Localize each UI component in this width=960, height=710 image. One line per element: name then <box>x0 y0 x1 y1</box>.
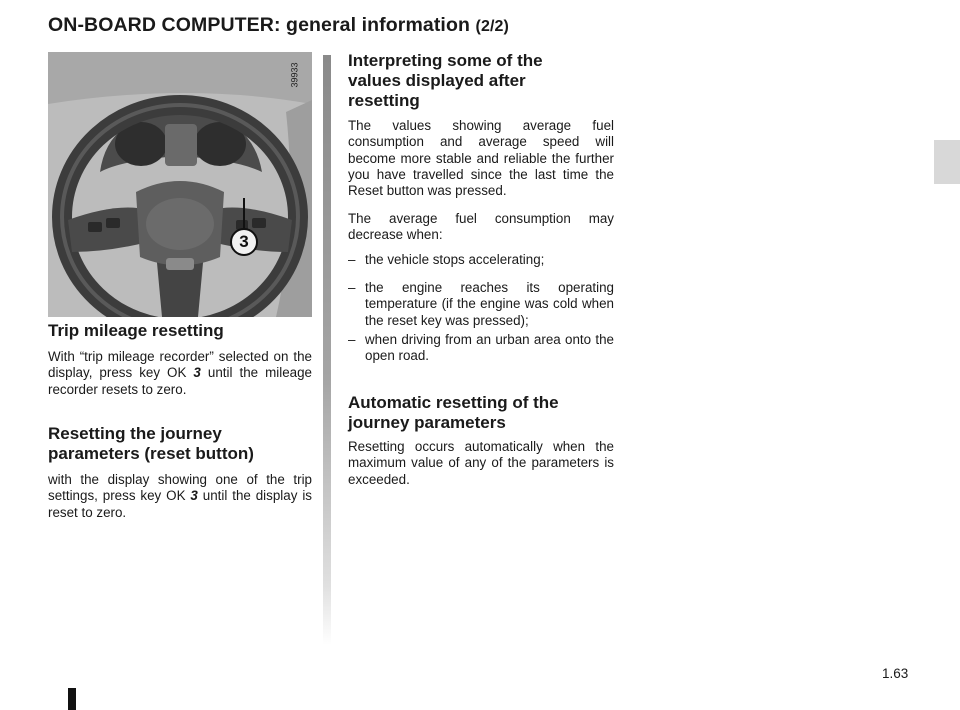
list-item: – the engine reaches its operating temperature (if the engine was cold when the reset key was pressed); <box>348 280 614 328</box>
page-title <box>48 14 509 37</box>
interpreting-values-heading <box>348 51 614 111</box>
reset-journey-heading-line-2: parameters (reset button) <box>48 444 254 463</box>
column-divider <box>323 55 331 645</box>
reset-journey-paragraph <box>48 472 312 521</box>
title-text: ON-BOARD COMPUTER: general information <box>48 14 470 36</box>
trip-mileage-heading: Trip mileage resetting <box>48 321 224 340</box>
page-number: 1.63 <box>882 666 909 681</box>
automatic-resetting-paragraph: Resetting occurs automatically when the maximum value of any of the parameters is exceeded. <box>348 439 614 487</box>
chapter-tab <box>934 140 960 184</box>
list-item: – the vehicle stops accelerating; <box>348 252 614 268</box>
trip-mileage-paragraph <box>48 349 312 398</box>
callout-3-label: 3 <box>239 232 249 251</box>
automatic-heading-line-1: Automatic resetting of the <box>348 393 559 412</box>
interpreting-heading-line-2: values displayed after <box>348 71 526 90</box>
reset-journey-text-1: with the display showing one of the trip settings, press key OK <box>48 472 312 504</box>
list-item-text: the engine reaches its operating temperature (if the engine was cold when the reset key was pressed); <box>365 280 614 328</box>
list-item: – when driving from an urban area onto the open road. <box>348 332 614 364</box>
interpreting-heading-line-1: Interpreting some of the <box>348 51 543 70</box>
interpreting-heading-line-3: resetting <box>348 91 420 110</box>
interpreting-paragraph-1: The values showing average fuel consumption and average speed will become more stable and reliable the further you have travelled since the last time the Reset button was pressed. <box>348 118 614 199</box>
trip-mileage-text-2: until the mileage recorder resets to zero. <box>48 365 313 397</box>
trip-mileage-text-1: With “trip mileage recorder” selected on the display, press key OK <box>48 349 312 381</box>
key-number-ref: 3 <box>193 365 201 381</box>
steering-wheel-illustration <box>48 52 312 317</box>
key-number-ref: 3 <box>190 488 198 504</box>
interpreting-paragraph-2: The average fuel consumption may decrease when: <box>348 211 614 243</box>
callout-3-badge <box>230 228 258 256</box>
reset-journey-heading-line-1: Resetting the journey <box>48 424 222 443</box>
figure-id-label: 39933 <box>289 62 300 88</box>
crop-mark <box>68 688 76 710</box>
list-item-text: when driving from an urban area onto the open road. <box>365 332 614 364</box>
reset-journey-text-2: until the display is reset to zero. <box>48 488 312 520</box>
list-item-text: the vehicle stops accelerating; <box>365 252 545 267</box>
title-page-indicator: (2/2) <box>475 18 509 35</box>
steering-wheel-drawing <box>48 52 312 317</box>
automatic-heading-line-2: journey parameters <box>348 413 506 432</box>
automatic-resetting-heading <box>348 393 614 433</box>
figure-id <box>289 56 306 94</box>
reset-journey-heading <box>48 424 312 464</box>
